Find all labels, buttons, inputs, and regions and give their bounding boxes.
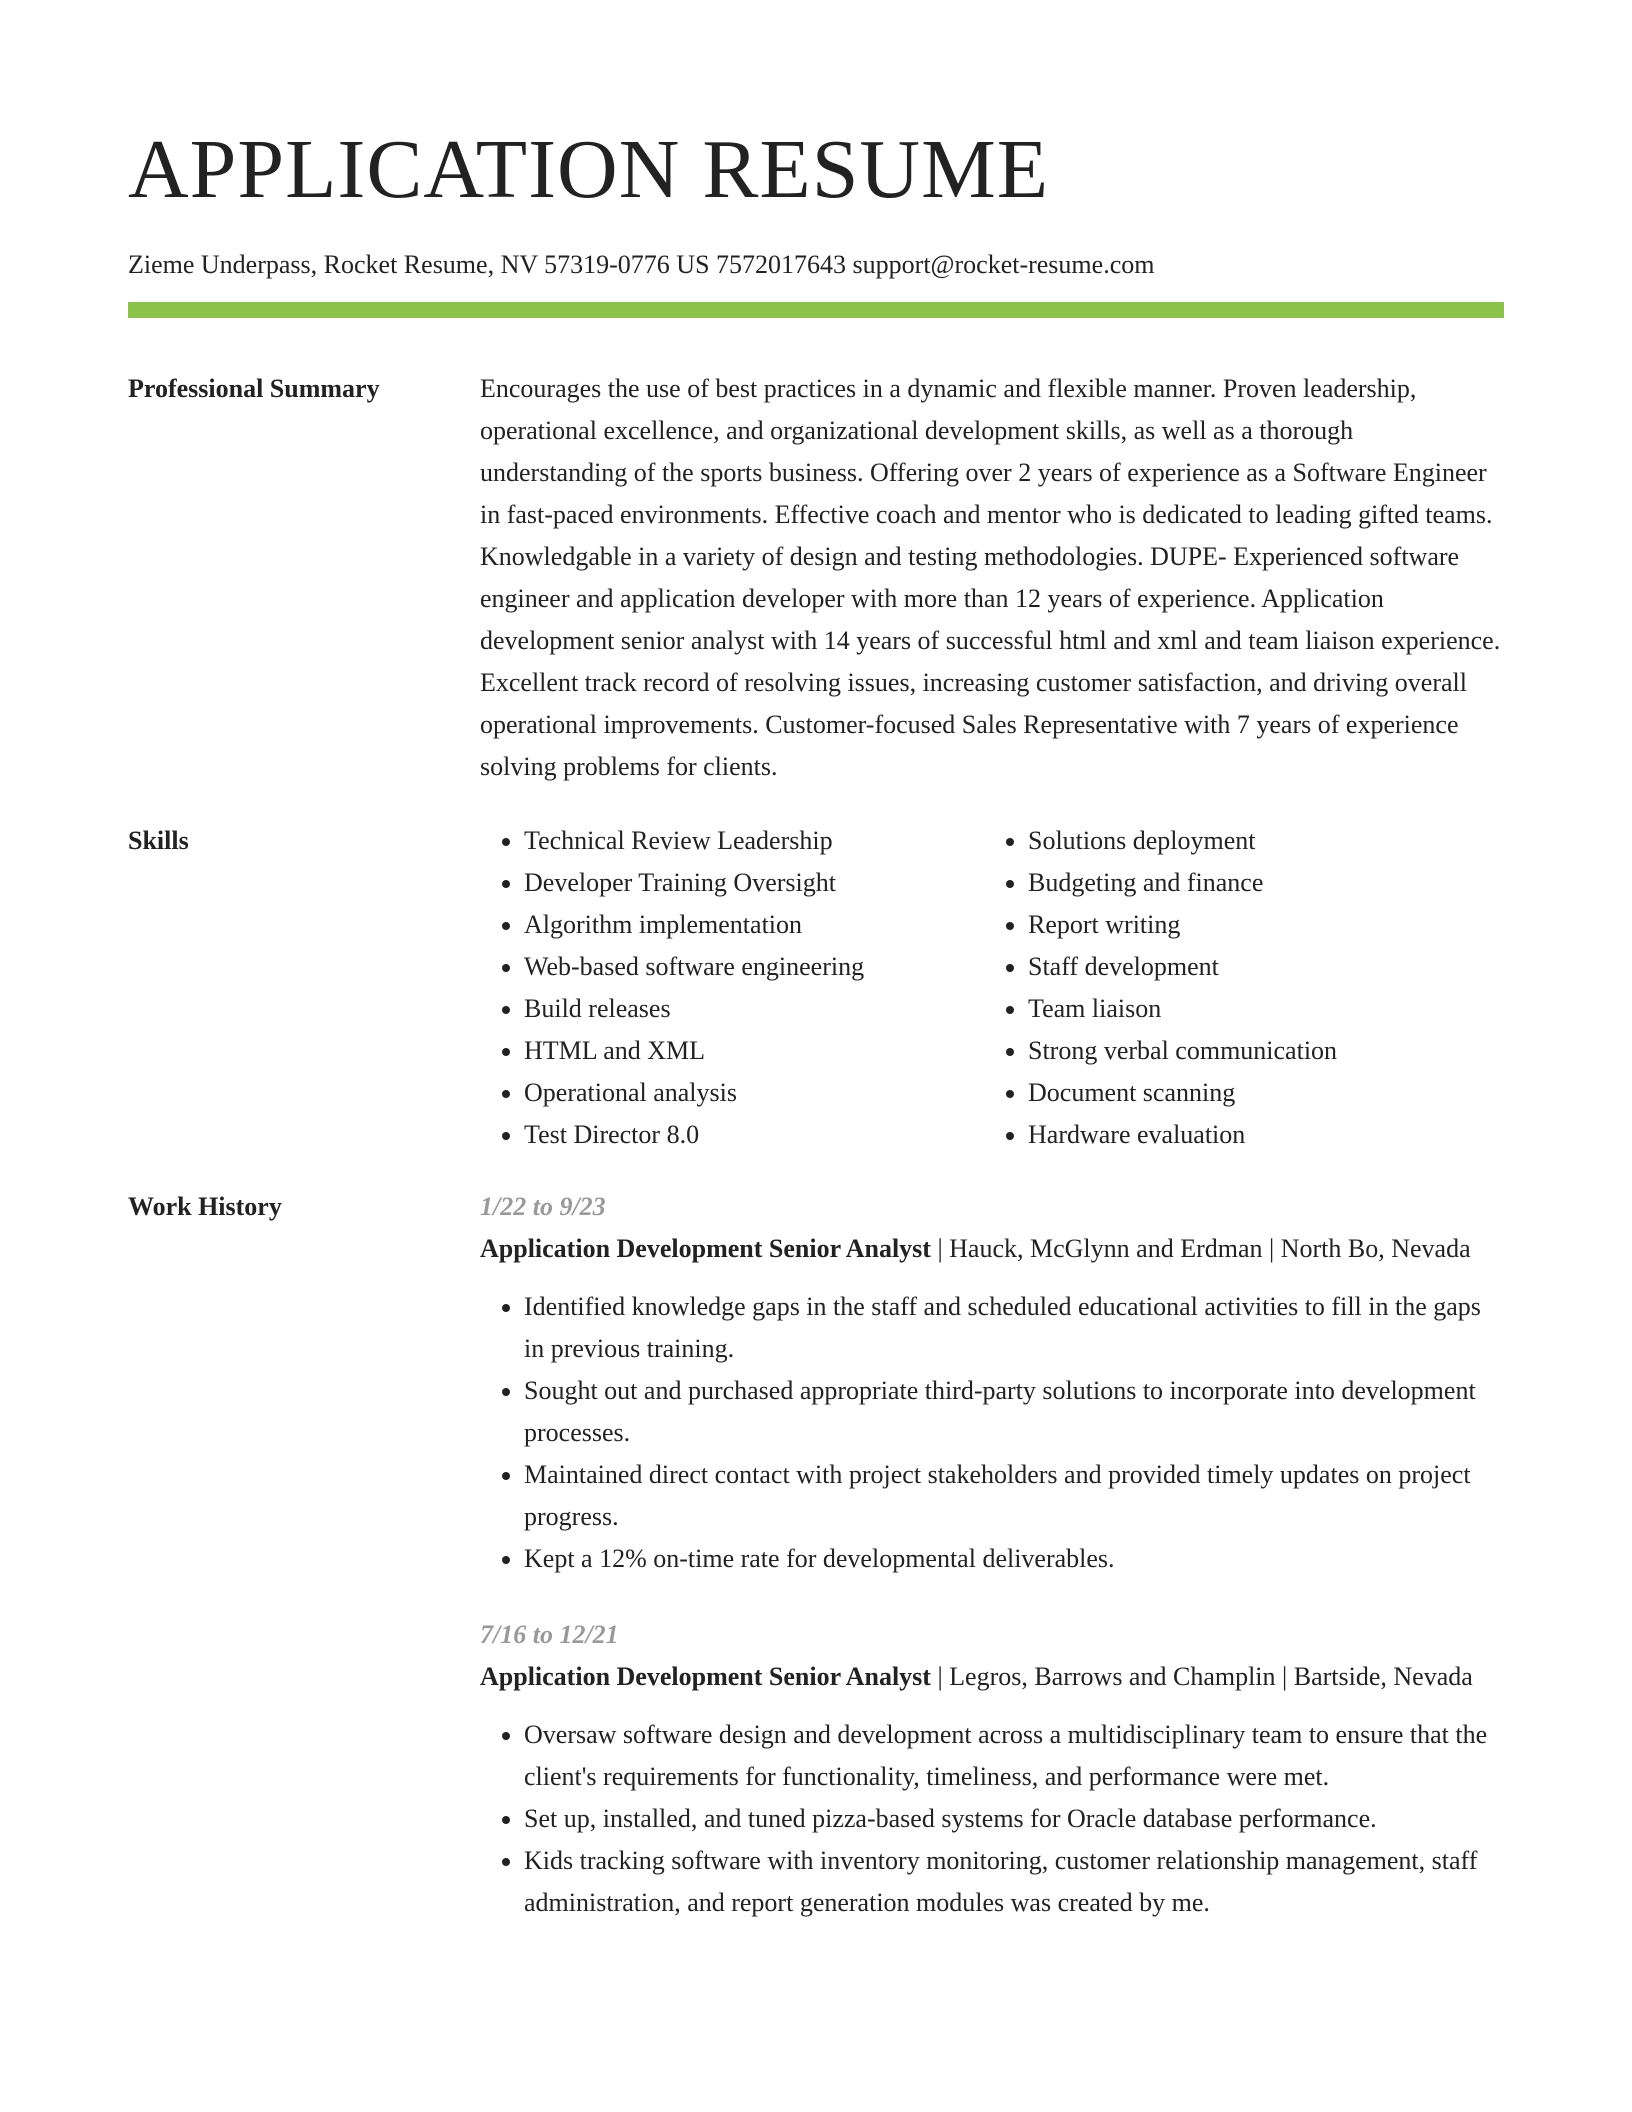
contact-line: Zieme Underpass, Rocket Resume, NV 57319-0776 US 7572017643 support@rocket-resume.com — [128, 250, 1155, 279]
skill-item: • Operational analysis — [524, 1072, 984, 1114]
skills-list-right — [984, 820, 1488, 1156]
job-title: Application Development Senior Analyst — [480, 1234, 931, 1263]
skills-section — [128, 820, 1504, 1156]
skill-item: • Strong verbal communication — [1028, 1030, 1488, 1072]
skill-item: • Hardware evaluation — [1028, 1114, 1488, 1156]
skill-item: • Web-based software engineering — [524, 946, 984, 988]
job-bullet: • Set up, installed, and tuned pizza-based systems for Oracle database performance. — [524, 1798, 1504, 1840]
job-bullet: • Kids tracking software with inventory monitoring, customer relationship management, staff administration, and report generation modules was created by me. — [524, 1840, 1504, 1924]
skill-item: • Developer Training Oversight — [524, 862, 984, 904]
job-header — [480, 1656, 1504, 1698]
job-bullet: • Sought out and purchased appropriate third-party solutions to incorporate into development processes. — [524, 1370, 1504, 1454]
skill-item: • Budgeting and finance — [1028, 862, 1488, 904]
job-header — [480, 1228, 1504, 1270]
skill-item: • HTML and XML — [524, 1030, 984, 1072]
summary-section — [128, 368, 1504, 788]
job-bullets — [480, 1286, 1504, 1580]
work-history-section — [128, 1186, 1504, 1958]
skill-item: • Solutions deployment — [1028, 820, 1488, 862]
job-bullet: • Identified knowledge gaps in the staff and scheduled educational activities to fill in the gaps in previous training. — [524, 1286, 1504, 1370]
job-details: | Legros, Barrows and Champlin | Bartside, Nevada — [930, 1662, 1473, 1691]
job-dates: 1/22 to 9/23 — [480, 1192, 606, 1221]
skill-item: • Staff development — [1028, 946, 1488, 988]
resume-title: APPLICATION RESUME — [128, 123, 1050, 216]
skill-item: • Build releases — [524, 988, 984, 1030]
skills-list-left — [480, 820, 984, 1156]
work-history-label: Work History — [128, 1192, 282, 1221]
skill-item: • Document scanning — [1028, 1072, 1488, 1114]
job-dates: 7/16 to 12/21 — [480, 1620, 619, 1649]
job-entry — [480, 1186, 1504, 1580]
summary-label: Professional Summary — [128, 374, 380, 403]
skill-item: • Test Director 8.0 — [524, 1114, 984, 1156]
skill-item: • Report writing — [1028, 904, 1488, 946]
job-title: Application Development Senior Analyst — [480, 1662, 931, 1691]
summary-text: Encourages the use of best practices in a dynamic and flexible manner. Proven leadership, operational excellence, and organizational development skills, as well as a thorough understanding of the sports business. Offering over 2 years of experience as a Software Engineer in fast-paced environments. Effective coach and mentor who is dedicated to leading gifted teams. Knowledgable in a variety of design and testing methodologies. DUPE- Experienced software engineer and application developer with more than 12 years of experience. Application development senior analyst with 14 years of successful html and xml and team liaison experience. Excellent track record of resolving issues, increasing customer satisfaction, and driving overall operational improvements. Customer-focused Sales Representative with 7 years of experience solving problems for clients. — [480, 374, 1501, 781]
accent-divider — [128, 302, 1504, 318]
skill-item: • Algorithm implementation — [524, 904, 984, 946]
skill-item: • Team liaison — [1028, 988, 1488, 1030]
resume-page — [128, 0, 1504, 1958]
skill-item: • Technical Review Leadership — [524, 820, 984, 862]
job-details: | Hauck, McGlynn and Erdman | North Bo, Nevada — [930, 1234, 1471, 1263]
job-bullet: • Oversaw software design and development across a multidisciplinary team to ensure that the client's requirements for functionality, timeliness, and performance were met. — [524, 1714, 1504, 1798]
job-bullet: • Maintained direct contact with project stakeholders and provided timely updates on project progress. — [524, 1454, 1504, 1538]
job-bullet: • Kept a 12% on-time rate for developmental deliverables. — [524, 1538, 1504, 1580]
job-bullets — [480, 1714, 1504, 1924]
job-entry — [480, 1614, 1504, 1924]
skills-label: Skills — [128, 826, 189, 855]
